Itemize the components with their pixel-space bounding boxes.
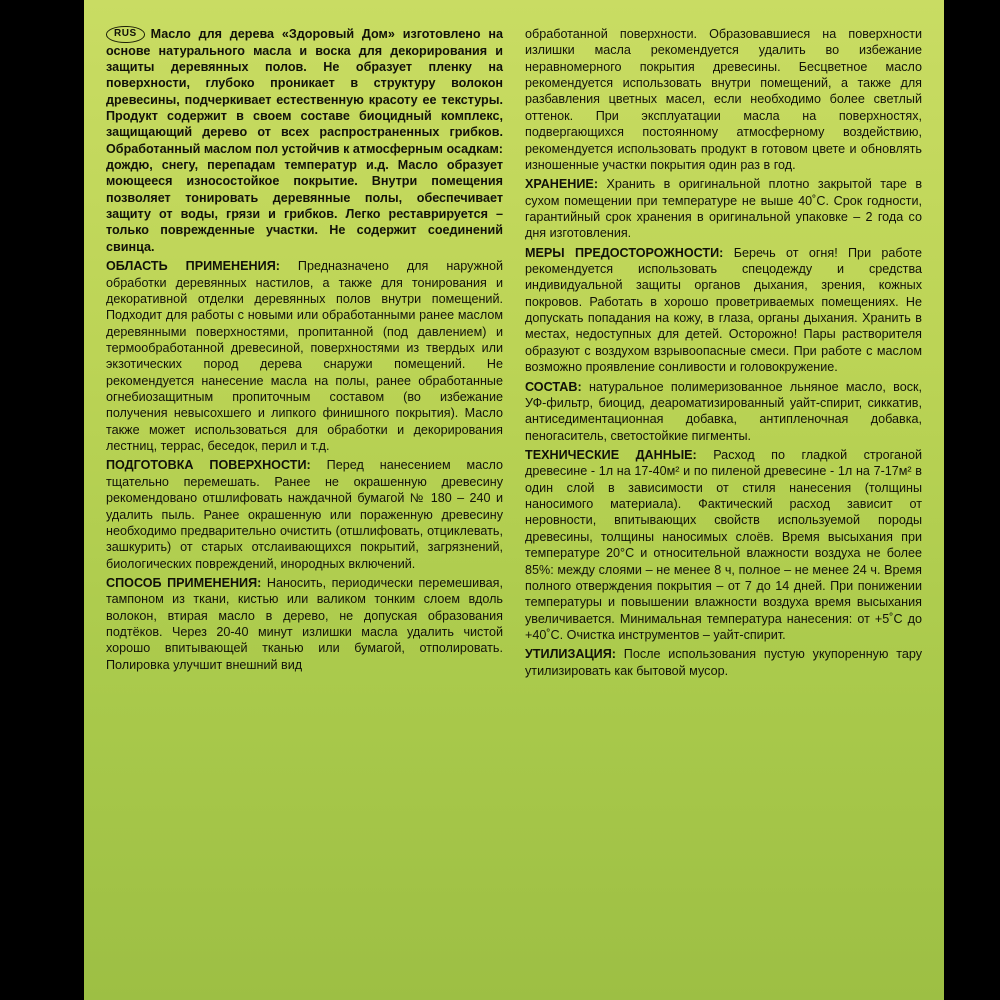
section-usage-heading: СПОСОБ ПРИМЕНЕНИЯ: bbox=[106, 576, 262, 590]
section-storage-heading: ХРАНЕНИЕ: bbox=[525, 177, 599, 192]
section-precautions-heading: МЕРЫ ПРЕДОСТОРОЖНОСТИ: bbox=[525, 245, 724, 260]
section-storage-body: Хранить в оригинальной плотно закрытой таре в сухом помещении при температуре не выше 40˚С. Срок годности, гарантийный срок хранения в оригинальной упаковке – 2 года со дня изготовления. bbox=[525, 177, 923, 241]
section-surface-prep-body: Перед нанесением масло тщательно перемешать. Ранее не окрашенную древесину рекомендовано отшлифовать наждачной бумагой № 180 – 240 и удалить пыль. Ранее окрашенную или пораженную древесину необходимо предварительно очистить (отшлифовать, отциклевать, зашкурить) от старых отслаивающихся покрытий, загрязнений, биологических повреждений, инородных включений. bbox=[106, 458, 504, 571]
section-application bbox=[106, 258, 503, 454]
section-surface-prep bbox=[106, 457, 503, 572]
section-technical-data bbox=[525, 447, 922, 643]
product-label bbox=[84, 0, 944, 1000]
usage-continuation: обработанной поверхности. Образовавшиеся на поверхности излишки масла рекомендуется удалить во избежание неравномерного покрытия древесины. Бесцветное масло рекомендуется использовать внутри помещений, а также для разбавления цветных масел, если необходимо более светлый оттенок. При эксплуатации масла на поверхностях, подвергающихся постоянному атмосферному воздействию, рекомендуется использовать продукт в готовом цвете и обновлять изношенные участки покрытия один раз в год. bbox=[525, 27, 922, 172]
section-disposal-heading: УТИЛИЗАЦИЯ: bbox=[525, 647, 616, 662]
intro-text: Масло для дерева «Здоровый Дом» изготовлено на основе натурального масла и воска для декорирования и защиты деревянных полов. Не образует пленку на поверхности, глубоко проникает в структуру волокон древесины, подчеркивает естественную красоту ее текстуры. Продукт содержит в своем составе биоцидный комплекс, защищающий дерево от всех распространенных грибков. Обработанный маслом пол устойчив к атмосферным осадкам: дождю, снегу, перепадам температур и.д. Масло образует моющееся износостойкое покрытие. Внутри помещения позволяет тонировать деревянные полы, обеспечивает защиту от воды, грязи и грибков. Легко реставрируется – только поврежденные участки. Не содержит соединений свинца. bbox=[106, 27, 503, 254]
left-column bbox=[106, 26, 503, 990]
section-usage bbox=[106, 575, 503, 673]
section-composition-heading: СОСТАВ: bbox=[525, 379, 582, 394]
section-disposal bbox=[525, 646, 922, 679]
label-columns bbox=[106, 26, 922, 990]
section-technical-data-body: Расход по гладкой строганой древесине - 1л на 17-40м² и по пиленой древесине - 1л на 7-17м² в один слой в зависимости от стиля нанесения (толщины наносимого материала). Фактический расход зависит от неровности, впитывающих свойств используемой породы древесины, толщины наносимых слоёв. Время высыхания при температуре 20°С и относительной влажности воздуха не более 85%: между слоями – не менее 8 ч, полное – не менее 24 ч. Время полного отверждения покрытия – от 7 до 14 дней. При понижении температуры и повышении влажности воздуха время высыхания увеличивается. Минимальная температура нанесения: от +5˚С до +40˚С. Очистка инструментов – уайт-спирит. bbox=[525, 447, 922, 642]
section-usage-body: Наносить, периодически перемешивая, тампоном из ткани, кистью или валиком тонким слоем вдоль волокон, втирая масло в дерево, не допуская образования подтёков. Через 20-40 минут излишки масла удалить чистой хорошо впитывающей тканью или бумагой, отполировать. Полировка улучшит внешний вид bbox=[106, 576, 503, 672]
section-composition-body: натуральное полимеризованное льняное масло, воск, УФ-фильтр, биоцид, деароматизированный уайт-спирит, сиккатив, антиседиментационная добавка, антипленочная добавка, пеногаситель, светостойкие пигменты. bbox=[525, 379, 922, 443]
rus-language-badge: RUS bbox=[106, 26, 145, 43]
right-column bbox=[525, 26, 922, 990]
intro-paragraph bbox=[106, 26, 503, 255]
section-precautions-body: Беречь от огня! При работе рекомендуется использовать спецодежду и средства индивидуальной защиты органов дыхания, зрения, кожных покровов. Работать в хорошо проветриваемых помещениях. Не допускать попадания на кожу, в глаза, органы дыхания. Хранить в местах, недоступных для детей. Осторожно! Пары растворителя образуют с воздухом взрывоопасные смеси. При работе с маслом возможно проявление сонливости и головокружение. bbox=[525, 245, 922, 375]
section-application-body: Предназначено для наружной обработки деревянных настилов, а также для тонирования и декоративной отделки деревянных полов внутри помещений. Подходит для работы с новыми или обработанными ранее маслом деревянными поверхностями, пропитанной (под давлением) и термообработанной древесиной, поверхностями из твердых или экзотических пород дерева снаружи помещений. Не рекомендуется нанесение масла на полы, ранее обработанные огнебиозащитным пропиточным составом (во избежание получения невысохшего и липкого финишного покрытия). Масло также может использоваться для обработки и декорирования лестниц, террас, беседок, перил и т.д. bbox=[106, 259, 503, 454]
section-composition bbox=[525, 379, 922, 444]
section-application-heading: ОБЛАСТЬ ПРИМЕНЕНИЯ: bbox=[106, 259, 280, 274]
section-storage bbox=[525, 176, 922, 241]
section-precautions bbox=[525, 245, 922, 376]
section-technical-data-heading: ТЕХНИЧЕСКИЕ ДАННЫЕ: bbox=[525, 447, 697, 462]
section-surface-prep-heading: ПОДГОТОВКА ПОВЕРХНОСТИ: bbox=[106, 458, 311, 473]
section-disposal-body: После использования пустую укупоренную тару утилизировать как бытовой мусор. bbox=[525, 647, 922, 678]
